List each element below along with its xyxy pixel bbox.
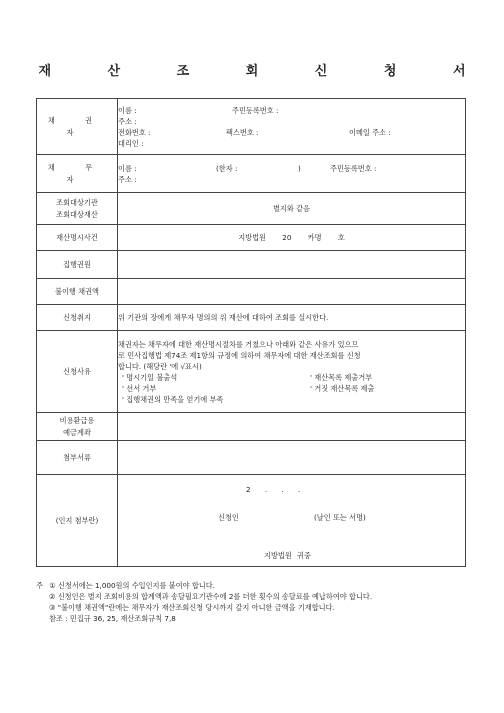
refund-label-line2: 예금계좌 <box>63 427 91 437</box>
reason-option-refuse-oath[interactable]: ' 선서 거부 <box>122 383 157 393</box>
debtor-label-cell <box>37 155 118 193</box>
footnote-3: ③ "불이행 채권액"란에는 채무자가 재산조회신청 당시까지 갚지 아니한 금액을 기재합니다. <box>49 603 335 612</box>
target-label-institution: 조회대상기관 <box>56 197 98 207</box>
attachments-value[interactable] <box>118 441 466 475</box>
attachments-row <box>37 441 466 475</box>
debtor-label: 채 무 자 <box>47 162 107 184</box>
creditor-fields[interactable] <box>118 99 466 155</box>
footnote-2: ② 신청인은 별지 조회비용의 합계액과 송달필요기관수에 2를 더한 횟수의 송달료를 예납하여야 합니다. <box>49 592 373 601</box>
nonperformance-row <box>37 279 466 305</box>
creditor-email-label: 이메일 주소 : <box>349 127 391 137</box>
creditor-fax-label: 팩스번호 : <box>226 127 259 137</box>
document-title: 재 산 조 회 신 청 서 <box>38 64 492 79</box>
footnote-reference: 참조 : 민집규 36, 25, 재산조회규칙 7,8 <box>49 614 176 623</box>
creditor-address-label: 주소 : <box>118 116 137 126</box>
reason-label: 신청사유 <box>37 331 118 413</box>
debtor-address-label: 주소 : <box>118 174 137 184</box>
debtor-hanja-label: (한자 : <box>216 163 238 173</box>
purpose-label: 신청취지 <box>37 305 118 331</box>
creditor-phone-label: 전화번호 : <box>118 127 151 137</box>
target-label-property: 조회대상재산 <box>56 209 98 219</box>
target-label-cell <box>37 193 118 225</box>
debtor-hanja-close: ) <box>298 163 301 173</box>
stamp-label: (인지 첨부란) <box>37 475 118 567</box>
refund-row <box>37 413 466 441</box>
creditor-label: 채 권 자 <box>47 115 107 137</box>
refund-label-cell <box>37 413 118 441</box>
target-row <box>37 193 466 225</box>
reason-row <box>37 331 466 413</box>
application-form-table <box>36 98 466 567</box>
debtor-fields[interactable] <box>118 155 466 193</box>
purpose-value[interactable]: 위 기관의 장에게 채무자 명의의 위 재산에 대하여 조회를 실시한다. <box>118 305 466 331</box>
reason-option-false-list[interactable]: ' 거짓 재산목록 제출 <box>310 383 375 393</box>
case-label: 재산명시사건 <box>37 225 118 251</box>
nonperformance-value[interactable] <box>118 279 466 305</box>
enforcement-value[interactable] <box>118 251 466 279</box>
attachments-label: 첨부서류 <box>37 441 118 475</box>
creditor-name-label: 이름 : <box>118 105 137 115</box>
enforcement-label: 집행권원 <box>37 251 118 279</box>
refund-label-line1: 비용환급용 <box>59 415 95 425</box>
court-name: 지방법원 귀중 <box>264 551 311 560</box>
case-row <box>37 225 466 251</box>
purpose-row <box>37 305 466 331</box>
footnote-prefix: 주 <box>36 581 43 590</box>
debtor-rrn-label: 주민등록번호 : <box>330 163 377 173</box>
footnote-1: ① 신청서에는 1,000원의 수입인지를 붙여야 합니다. <box>49 581 215 590</box>
refund-value[interactable] <box>118 413 466 441</box>
reason-option-no-show[interactable]: ' 명시기일 불출석 <box>122 372 178 382</box>
signature-date: 2 . . . <box>246 485 301 494</box>
debtor-name-label: 이름 : <box>118 163 137 173</box>
debtor-row <box>37 155 466 193</box>
case-value[interactable]: 지방법원 20 카명 호 <box>118 225 466 251</box>
reason-text-line3: 합니다. (해당란 '에 √표시) <box>118 361 202 371</box>
reason-option-insufficient[interactable]: ' 집행채권의 만족을 얻기에 부족 <box>122 394 224 404</box>
target-value[interactable]: 별지와 같음 <box>118 193 466 225</box>
reason-fields[interactable] <box>118 331 466 413</box>
creditor-label-cell <box>37 99 118 155</box>
stamp-row <box>37 475 466 567</box>
reason-text-line1: 채권자는 채무자에 대한 재산명시절차를 거쳤으나 아래와 같은 사유가 있으므 <box>118 339 359 349</box>
signature-applicant-label: 신청인 <box>218 513 239 522</box>
reason-option-refuse-list[interactable]: ' 재산목록 제출거부 <box>310 372 373 382</box>
creditor-agent-label: 대리인 : <box>118 138 144 148</box>
creditor-row <box>37 99 466 155</box>
footnotes <box>36 580 476 624</box>
creditor-rrn-label: 주민등록번호 : <box>232 105 279 115</box>
enforcement-row <box>37 251 466 279</box>
signature-area[interactable] <box>118 475 466 567</box>
signature-seal-label: (날인 또는 서명) <box>314 513 366 522</box>
reason-text-line2: 로 민사집행법 제74조 제1항의 규정에 의하여 채무자에 대한 재산조회를 신청 <box>118 350 361 360</box>
nonperformance-label: 불이행 채권액 <box>37 279 118 305</box>
